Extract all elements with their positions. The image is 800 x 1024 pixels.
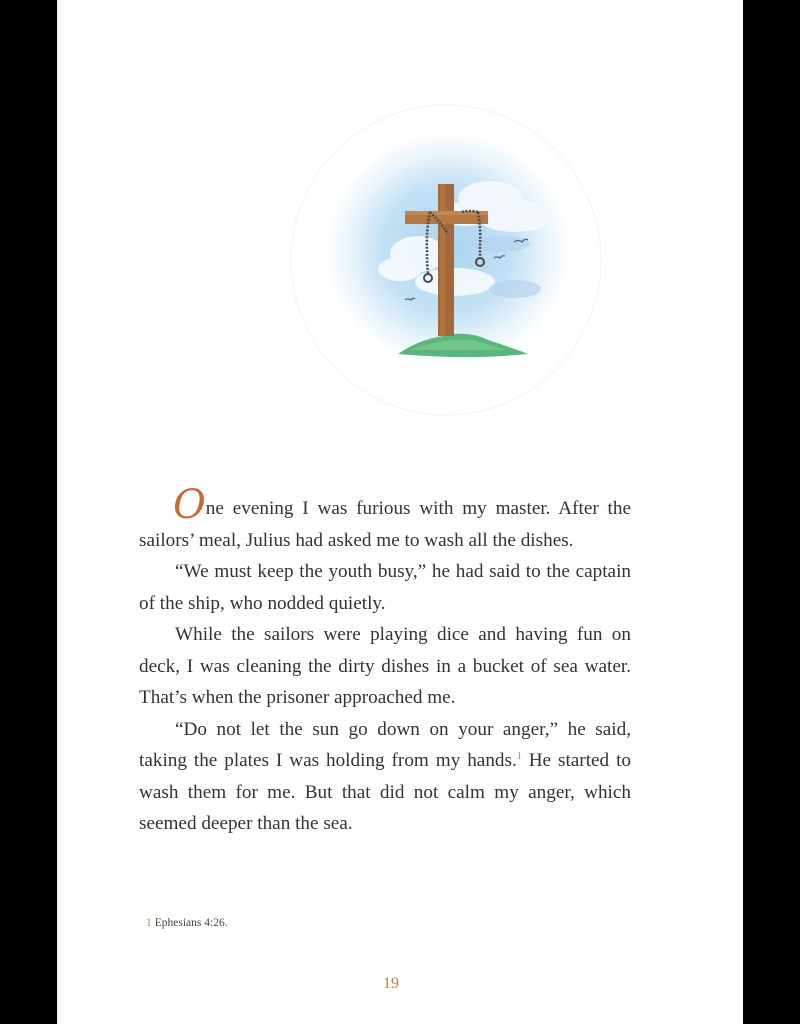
paragraph — [139, 714, 631, 840]
footnote-number: 1 — [146, 917, 152, 929]
paragraph-text: “Do not let the sun go down on your anger,” he said, taking the plates I was holding from my hands. — [139, 718, 631, 771]
cross-with-chains-icon — [290, 104, 602, 416]
book-page — [57, 0, 743, 1024]
paragraph-text: “We must keep the youth busy,” he had said to the captain of the ship, who nodded quietly. — [139, 561, 631, 614]
paragraph — [139, 556, 631, 619]
footnote-reference[interactable]: 1 — [516, 751, 522, 762]
paragraph — [139, 619, 631, 714]
paragraph — [139, 482, 631, 556]
cross-illustration — [290, 104, 602, 416]
footnote — [146, 917, 228, 929]
paragraph-text: ne evening I was furious with my master. After the sailors’ meal, Julius had asked me to wash all the dishes. — [139, 498, 631, 551]
paragraph-text: He started to wash them for me. But that did not calm my anger, which seemed deeper than the sea. — [139, 750, 631, 834]
story-text — [139, 482, 631, 840]
footnote-text: Ephesians 4:26. — [154, 917, 228, 929]
paragraph-text: While the sailors were playing dice and having fun on deck, I was cleaning the dirty dishes in a bucket of sea water. That’s when the prisoner approached me. — [139, 624, 631, 708]
page-number: 19 — [383, 975, 399, 992]
drop-cap: O — [173, 482, 206, 528]
